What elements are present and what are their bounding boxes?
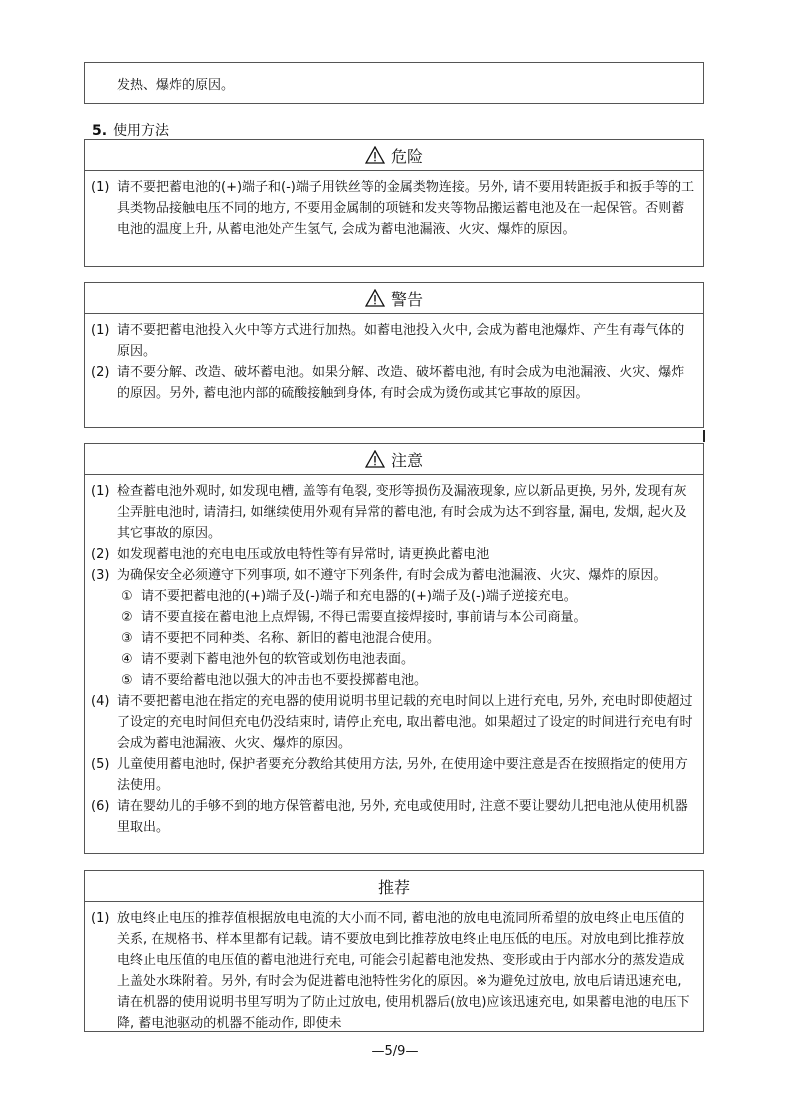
item-text: 如发现蓄电池的充电电压或放电特性等有异常时, 请更换此蓄电池 (117, 547, 490, 562)
list-item (91, 908, 697, 1034)
list-item (91, 691, 697, 754)
item-text: 放电终止电压的推荐值根据放电电流的大小而不同, 蓄电池的放电电流同所希望的放电终止电压值的关系, 在规格书、样本里都有记载。请不要放电到比推荐放电终止电压低的电压。对放电到比推荐放电终止电压值的电压值的蓄电池进行充电, 可能会引起蓄电池发热、变形或由于内部水分的蒸发造成上盖处水珠附着。另外, 有时会为促进蓄电池特性劣化的原因。※为避免过放电, 放电后请迅速充电, 请在机器的使用说明书里写明为了防止过放电, 使用机器后(放电)应该迅速充电, 如果蓄电池的电压下降, 蓄电池驱动的机器不能动作, 即使未 (117, 911, 690, 1031)
margin-mark (703, 430, 705, 442)
list-item (91, 544, 697, 565)
caution-body (85, 475, 703, 844)
sub-item-mark: ⑤ (121, 673, 133, 688)
section-title: 使用方法 (113, 123, 170, 139)
item-number: (1) (91, 484, 110, 499)
sub-item-text: 请不要给蓄电池以强大的冲击也不要投掷蓄电池。 (141, 673, 428, 688)
item-text: 请不要分解、改造、破坏蓄电池。如果分解、改造、破坏蓄电池, 有时会成为电池漏液、火灾、爆炸的原因。另外, 蓄电池内部的硫酸接触到身体, 有时会成为烫伤或其它事故的原因。 (117, 365, 685, 401)
item-number: (2) (91, 365, 110, 380)
item-number: (3) (91, 568, 110, 583)
item-text: 请不要把蓄电池投入火中等方式进行加热。如蓄电池投入火中, 会成为蓄电池爆炸、产生有毒气体的原因。 (117, 323, 685, 359)
top-fragment (85, 63, 703, 96)
recommend-header (85, 871, 703, 902)
item-text: 为确保安全必须遵守下列事项, 如不遵守下列条件, 有时会成为蓄电池漏液、火灾、爆炸的原因。 (117, 568, 667, 583)
caution-box (84, 443, 704, 854)
item-text: 检查蓄电池外观时, 如发现电槽, 盖等有龟裂, 变形等损伤及漏液现象, 应以新品更换, 另外, 发现有灰尘弄脏电池时, 请清扫, 如继续使用外观有异常的蓄电池, 有时会成为达不到容量, 漏电, 发烟, 起火及其它事故的原因。 (117, 484, 687, 541)
sub-item-text: 请不要把蓄电池的(+)端子及(-)端子和充电器的(+)端子及(-)端子逆接充电。 (141, 589, 577, 604)
warning-triangle-icon (365, 450, 385, 468)
sub-item-mark: ③ (121, 631, 133, 646)
list-item (91, 320, 697, 362)
item-number: (1) (91, 180, 110, 195)
sub-item-text: 请不要剥下蓄电池外包的软管或划伤电池表面。 (141, 652, 415, 667)
warning-triangle-icon (365, 289, 385, 307)
recommend-body (85, 902, 703, 1040)
recommend-heading: 推荐 (377, 877, 410, 897)
sub-item (91, 649, 697, 670)
warning-body (85, 314, 703, 410)
caution-heading: 注意 (390, 450, 423, 470)
page-number: —5/9— (371, 1044, 419, 1059)
warning-box (84, 282, 704, 428)
sub-item-text: 请不要把不同种类、名称、新旧的蓄电池混合使用。 (141, 631, 441, 646)
item-text: 请不要把蓄电池的(+)端子和(-)端子用铁丝等的金属类物连接。另外, 请不要用转距扳手和扳手等的工具类物品接触电压不同的地方, 不要用金属制的项链和发夹等物品搬运蓄电池及在一起保管。否则蓄电池的温度上升, 从蓄电池处产生氢气, 会成为蓄电池漏液、火灾、爆炸的原因。 (117, 180, 695, 237)
item-number: (4) (91, 694, 110, 709)
top-fragment-text: 发热、爆炸的原因。 (117, 78, 235, 93)
section-heading (92, 120, 169, 140)
item-number: (2) (91, 547, 110, 562)
sub-item (91, 628, 697, 649)
warning-header (85, 283, 703, 314)
item-text: 儿童使用蓄电池时, 保护者要充分教给其使用方法, 另外, 在使用途中要注意是否在按照指定的使用方法使用。 (117, 757, 688, 793)
item-number: (5) (91, 757, 110, 772)
list-item (91, 754, 697, 796)
caution-header (85, 444, 703, 475)
list-item (91, 796, 697, 838)
sub-item-mark: ② (121, 610, 133, 625)
list-item (91, 177, 697, 240)
list-item (91, 481, 697, 544)
item-text: 请不要把蓄电池在指定的充电器的使用说明书里记载的充电时间以上进行充电, 另外, 充电时即使超过了设定的充电时间但充电仍没结束时, 请停止充电, 取出蓄电池。如果超过了设定的时间进行充电有时会成为蓄电池漏液、火灾、爆炸的原因。 (117, 694, 693, 751)
warning-heading: 警告 (390, 289, 423, 309)
item-text: 请在婴幼儿的手够不到的地方保管蓄电池, 另外, 充电或使用时, 注意不要让婴幼儿把电池从使用机器里取出。 (117, 799, 688, 835)
item-number: (1) (91, 911, 110, 926)
section-number: 5. (92, 123, 108, 139)
list-item (91, 565, 697, 586)
list-item (91, 362, 697, 404)
sub-item-mark: ① (121, 589, 133, 604)
sub-item-mark: ④ (121, 652, 133, 667)
item-number: (1) (91, 323, 110, 338)
sub-item (91, 607, 697, 628)
danger-header (85, 140, 703, 171)
warning-triangle-icon (365, 146, 385, 164)
sub-item-text: 请不要直接在蓄电池上点焊锡, 不得已需要直接焊接时, 事前请与本公司商量。 (141, 610, 587, 625)
top-fragment-box (84, 62, 704, 104)
sub-item (91, 670, 697, 691)
recommend-box (84, 870, 704, 1032)
danger-box (84, 139, 704, 267)
sub-item (91, 586, 697, 607)
danger-heading: 危险 (390, 146, 423, 166)
item-number: (6) (91, 799, 110, 814)
danger-body (85, 171, 703, 246)
